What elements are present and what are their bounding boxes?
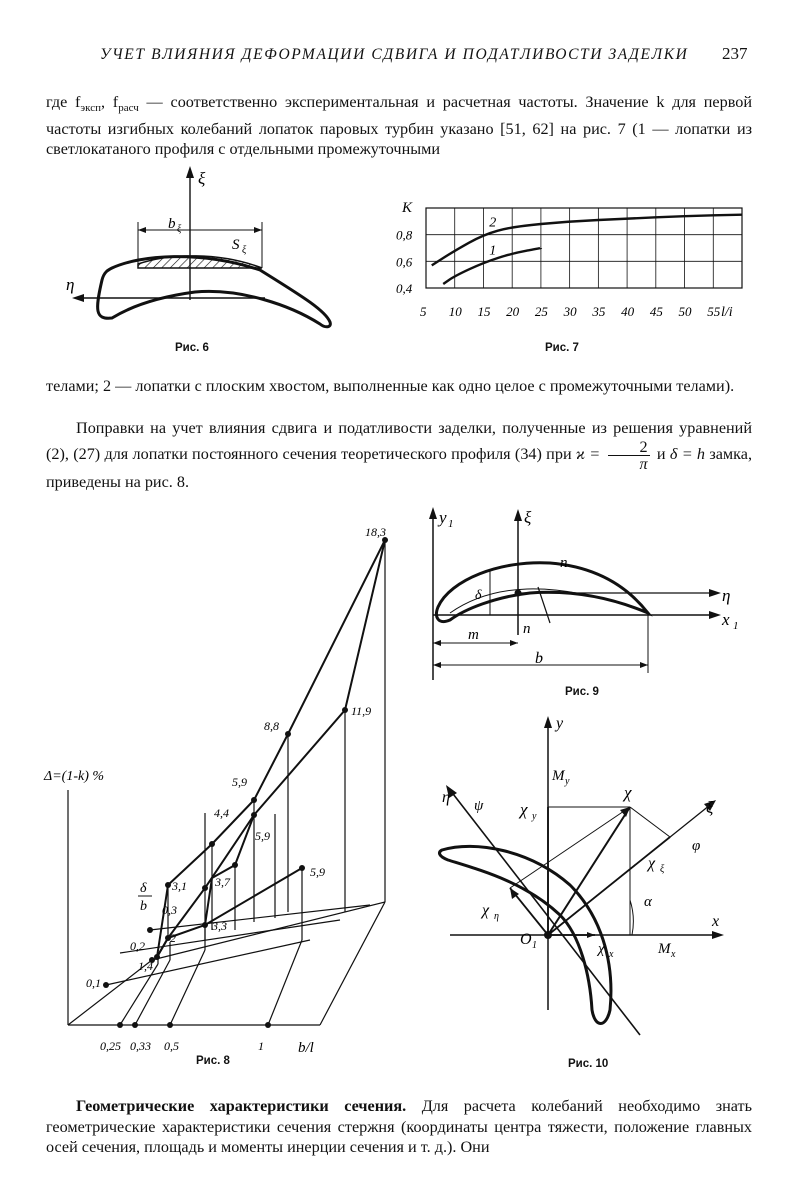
fig10-x-label: x	[712, 913, 720, 930]
section-heading: Геометрические характеристики сечения.	[76, 1097, 407, 1115]
fig8-curves	[157, 540, 385, 957]
p1-comma: , f	[100, 93, 119, 111]
fig10-chixi-sub: ξ	[660, 864, 665, 875]
paragraph-1	[46, 92, 752, 160]
fig6-b-sub: ξ	[177, 224, 182, 235]
fig9-caption: Рис. 9	[565, 686, 599, 698]
fig8-value: 5,9	[310, 865, 325, 879]
fig9-b: b	[535, 650, 543, 667]
fig8-xtick: 0,33	[130, 1039, 151, 1053]
dim-arrow-right-icon	[254, 227, 262, 233]
p3-num: 2	[608, 439, 650, 456]
fig10-caption: Рис. 10	[568, 1058, 609, 1070]
fig8-xtick: 0,25	[100, 1039, 121, 1053]
x-arrow-icon	[712, 931, 724, 939]
fig9-x1-label: x	[722, 610, 730, 629]
fig9-x1-sub: 1	[733, 620, 739, 632]
fig6-s-label: S	[232, 237, 240, 253]
running-title: УЧЕТ ВЛИЯНИЯ ДЕФОРМАЦИИ СДВИГА И ПОДАТЛИВОСТИ ЗАДЕЛКИ	[100, 46, 689, 63]
fig8-value: 4,4	[214, 806, 229, 820]
fig10-chieta-label: χ	[482, 902, 490, 919]
fig10-origin-point	[544, 931, 552, 939]
fig8-frame	[68, 540, 385, 1025]
b-arrow-right-icon	[640, 662, 648, 668]
fig7-xtick: 40	[621, 304, 635, 319]
fig9-y1-label: y	[439, 508, 447, 527]
fig8-value: 11,9	[351, 704, 372, 718]
fig9-eta-label: η	[722, 586, 731, 605]
fig10-psi-label: ψ	[474, 798, 484, 814]
fig8-ztick: 0,3	[162, 903, 177, 917]
p3-text-a: Поправки на учет влияния сдвига и податливости заделки, полученные из решения уравнений (2), (27) для лопатки постоянного сечения теоретического профиля (34) при	[46, 419, 752, 463]
figure-9	[420, 495, 750, 685]
chi-x-arrow-icon	[587, 932, 595, 938]
y1-arrow-icon	[429, 507, 437, 519]
fig7-xtick: 50	[678, 304, 692, 319]
fig9-y1-sub: 1	[448, 518, 454, 530]
fig8-value: 3,3	[212, 919, 227, 933]
paragraph-2	[46, 376, 752, 397]
fig10-O1-label: O	[520, 931, 532, 948]
fig10-axes	[450, 722, 718, 1035]
fig10-chiy-label: χ	[520, 800, 528, 819]
p1-rest: — соответственно экспериментальная и расчетная частоты. Значение k для первой частоты изгибных колебаний лопаток паровых турбин указано [51, 62] на рис. 7 (1 — лопатки из светлокатаного профиля с отдельными промежуточными	[46, 93, 752, 159]
p3-text-b: и	[656, 444, 666, 463]
fig8-value: 1,4	[138, 959, 153, 973]
fig10-My-label: M	[552, 768, 565, 784]
p3-kappa: ϰ =	[575, 444, 601, 463]
fig8-value: 8,8	[264, 719, 279, 733]
fig10-chi-label: χ	[624, 783, 632, 802]
fig7-xtick: 30	[563, 304, 577, 319]
m-arrow-right-icon	[510, 640, 518, 646]
fig7-xtick: 15	[477, 304, 491, 319]
p3-text-c: замка, приведены на рис. 8.	[46, 444, 753, 491]
fig10-chieta-sub: η	[494, 911, 499, 922]
fig7-xtick: 35	[592, 304, 606, 319]
fig6-eta-label: η	[66, 275, 75, 294]
fig8-value: 3,1	[172, 879, 187, 893]
fig7-xtick: 20	[506, 304, 520, 319]
fig7-xtick: 5	[420, 304, 427, 319]
fig8-zlabel-den: b	[140, 899, 147, 914]
p1-sub-exp: эксп	[80, 102, 101, 115]
fig7-ytick: 0,4	[396, 281, 413, 296]
y-arrow-icon	[544, 716, 552, 728]
fig8-xlabel: b/l	[298, 1040, 314, 1056]
figure-8	[40, 520, 410, 1060]
dim-arrow-left-icon	[138, 227, 146, 233]
fig10-chiy-sub: y	[532, 811, 537, 822]
eta-arrow-icon	[709, 589, 721, 597]
figure-7-chart	[390, 190, 750, 330]
fig10-chix-label: χ	[598, 941, 605, 957]
fig6-xi-label: ξ	[198, 169, 206, 188]
eta-arrow-icon	[72, 294, 84, 302]
p2-text: телами; 2 — лопатки с плоским хвостом, выполненные как одно целое с промежуточными телами).	[46, 377, 735, 395]
fig8-value: 2	[170, 931, 176, 945]
fig10-eta-label: η	[442, 789, 450, 806]
fig7-curves	[432, 215, 742, 284]
fig10-O1-sub: 1	[532, 940, 537, 951]
fig7-caption: Рис. 7	[545, 342, 579, 354]
fig7-ylabel: K	[402, 200, 413, 216]
fig10-Mx-sub: x	[671, 949, 676, 960]
fig9-xi-label: ξ	[524, 508, 532, 527]
fig8-ylabel: Δ=(1-k) %	[44, 769, 105, 784]
figure-10	[420, 710, 750, 1055]
fig7-xtick: 55	[707, 304, 721, 319]
fig7-ytick: 0,6	[396, 254, 413, 270]
fig7-curve1-label: 1	[489, 243, 497, 259]
paragraph-3	[46, 418, 752, 492]
fig7-xticks	[420, 304, 721, 319]
fig6-caption: Рис. 6	[175, 342, 209, 354]
p1-sub-calc: расч	[118, 102, 139, 115]
figure-6	[40, 160, 370, 360]
fig9-m: m	[468, 627, 479, 643]
p1-start: где f	[46, 93, 81, 111]
fig7-curve2-label: 2	[489, 215, 497, 231]
fig10-y-label: y	[556, 715, 564, 732]
fig8-ztick: 0,1	[86, 976, 101, 990]
chi-arrow-icon	[620, 807, 630, 817]
fig8-value: 3,7	[215, 875, 230, 889]
xi-arrow-icon	[514, 509, 522, 521]
fig7-xtick: 45	[649, 304, 663, 319]
fig8-ztick: 0,2	[130, 939, 145, 953]
xi-arrow-icon	[186, 166, 194, 178]
p4-rest: Для расчета колебаний необходимо знать геометрические характеристики сечения стержня (координаты центра тяжести, положение главных осей сечения, площадь и моменты инерции сечения и т. д.). Они	[46, 1097, 752, 1156]
fig10-phi-label: φ	[692, 838, 701, 854]
p3-delta: δ = h	[669, 444, 706, 463]
fig9-center-point	[515, 590, 522, 597]
fig10-xi-label: ξ	[706, 798, 714, 817]
p3-den: π	[639, 454, 648, 473]
p3-fraction	[608, 439, 650, 472]
page-number: 237	[722, 44, 748, 63]
fig10-Mx-label: M	[658, 941, 671, 957]
m-arrow-left-icon	[433, 640, 441, 646]
fig9-profile	[437, 563, 649, 622]
fig9-n-top: n	[560, 555, 568, 571]
fig9-arrows	[429, 507, 721, 668]
fig8-xtick: 0,5	[164, 1039, 179, 1053]
fig6-s-sub: ξ	[242, 245, 247, 256]
fig7-ytick: 0,8	[396, 227, 413, 243]
fig8-value: 5,9	[255, 829, 270, 843]
fig9-n-bottom: n	[523, 621, 531, 637]
fig8-caption: Рис. 8	[196, 1055, 230, 1067]
fig8-zlabel-num: δ	[140, 881, 147, 896]
fig8-value: 18,3	[365, 525, 386, 539]
fig8-xtick: 1	[258, 1039, 264, 1053]
fig10-chixi-label: χ	[648, 855, 656, 872]
fig7-series-2	[432, 215, 742, 266]
fig7-xtick: 25	[534, 304, 548, 319]
fig10-My-sub: y	[565, 776, 570, 787]
fig7-xtick: 10	[448, 304, 462, 319]
fig8-value: 5,9	[232, 775, 247, 789]
fig10-chix-sub: x	[609, 949, 614, 960]
fig6-b-label: b	[168, 216, 176, 232]
fig7-xlabel: l/i	[721, 305, 733, 320]
b-arrow-left-icon	[433, 662, 441, 668]
fig10-alpha-label: α	[644, 894, 652, 910]
fig9-delta: δ	[475, 588, 482, 603]
x1-arrow-icon	[709, 611, 721, 619]
paragraph-4	[46, 1096, 752, 1158]
